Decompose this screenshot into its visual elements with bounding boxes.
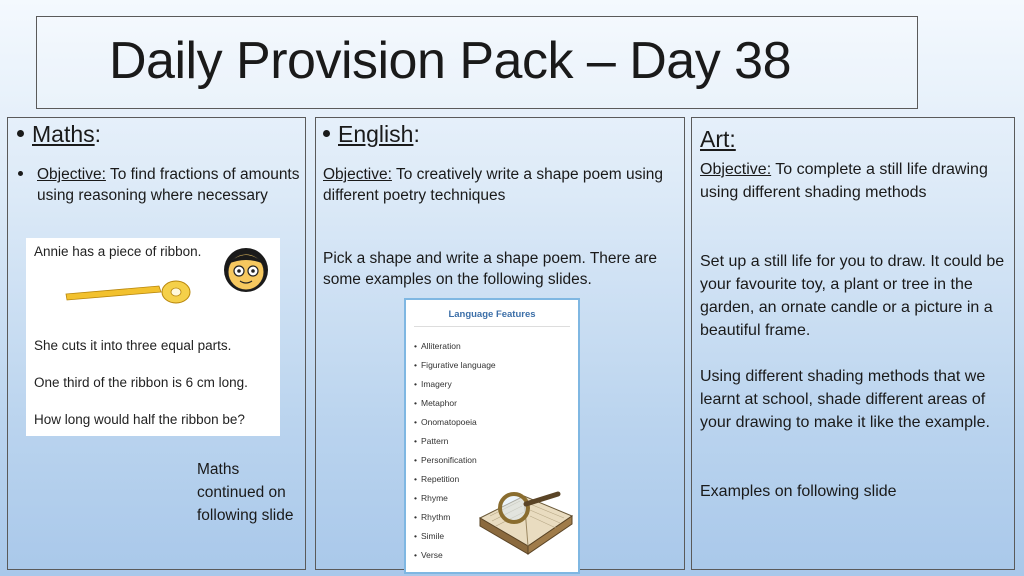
objective-label: Objective: xyxy=(37,166,106,183)
bullet-icon xyxy=(323,130,330,137)
feature-item: • Figurative language xyxy=(414,360,496,370)
art-objective xyxy=(700,158,1008,204)
language-features-title: Language Features xyxy=(448,309,536,320)
title-box xyxy=(36,16,918,109)
language-features-image xyxy=(404,298,580,574)
english-heading-colon: : xyxy=(413,121,420,147)
feature-item: • Repetition xyxy=(414,474,459,484)
objective-label: Objective: xyxy=(323,166,392,183)
art-paragraph: Set up a still life for you to draw. It could be your favourite toy, a plant or tree in the garden, an ornate candle or a picture in a beautiful frame. xyxy=(700,253,1005,339)
feature-item: • Verse xyxy=(414,550,443,560)
problem-line: She cuts it into three equal parts. xyxy=(34,338,232,353)
problem-line: How long would half the ribbon be? xyxy=(34,412,245,427)
art-examples-note: Examples on following slide xyxy=(700,483,897,500)
art-panel xyxy=(691,117,1015,570)
art-paragraph: Using different shading methods that we learnt at school, shade different areas of your drawing to make it like the example. xyxy=(700,368,990,431)
feature-item: • Onomatopoeia xyxy=(414,417,477,427)
english-objective xyxy=(323,164,678,206)
objective-text: To complete a still life drawing using different shading methods xyxy=(700,161,988,201)
maths-heading-text: Maths xyxy=(32,121,95,147)
maths-heading xyxy=(17,121,101,148)
continued-line: continued on xyxy=(197,484,286,501)
problem-line: One third of the ribbon is 6 cm long. xyxy=(34,375,248,390)
feature-item: • Imagery xyxy=(414,379,452,389)
feature-item: • Alliteration xyxy=(414,341,461,351)
maths-continued-note xyxy=(197,458,294,527)
feature-item: • Metaphor xyxy=(414,398,457,408)
bullet-icon xyxy=(18,171,23,176)
bullet-icon xyxy=(17,130,24,137)
feature-item: • Simile xyxy=(414,531,444,541)
art-heading xyxy=(700,126,736,153)
feature-item: • Rhythm xyxy=(414,512,450,522)
continued-line: following slide xyxy=(197,507,294,524)
feature-item: • Personification xyxy=(414,455,477,465)
maths-objective xyxy=(18,164,300,206)
book-magnifier-icon xyxy=(472,468,578,558)
objective-text: To creatively write a shape poem using different poetry techniques xyxy=(323,166,664,204)
girl-face-icon xyxy=(218,240,274,296)
ribbon-problem-image xyxy=(26,238,280,436)
english-instruction: Pick a shape and write a shape poem. There are some examples on the following slides. xyxy=(323,250,658,288)
art-heading-text: Art: xyxy=(700,126,736,152)
objective-text: To find fractions of amounts using reasoning where necessary xyxy=(37,166,300,204)
continued-line: Maths xyxy=(197,461,240,478)
maths-panel xyxy=(7,117,306,570)
english-heading xyxy=(323,121,420,148)
feature-item: • Pattern xyxy=(414,436,448,446)
english-panel xyxy=(315,117,685,570)
feature-item: • Rhyme xyxy=(414,493,448,503)
maths-heading-colon: : xyxy=(94,121,102,147)
slide-title: Daily Provision Pack – Day 38 xyxy=(109,32,792,90)
problem-line: Annie has a piece of ribbon. xyxy=(34,244,202,259)
ribbon-icon xyxy=(64,278,194,308)
english-heading-text: English xyxy=(338,121,414,147)
objective-label: Objective: xyxy=(700,161,772,178)
